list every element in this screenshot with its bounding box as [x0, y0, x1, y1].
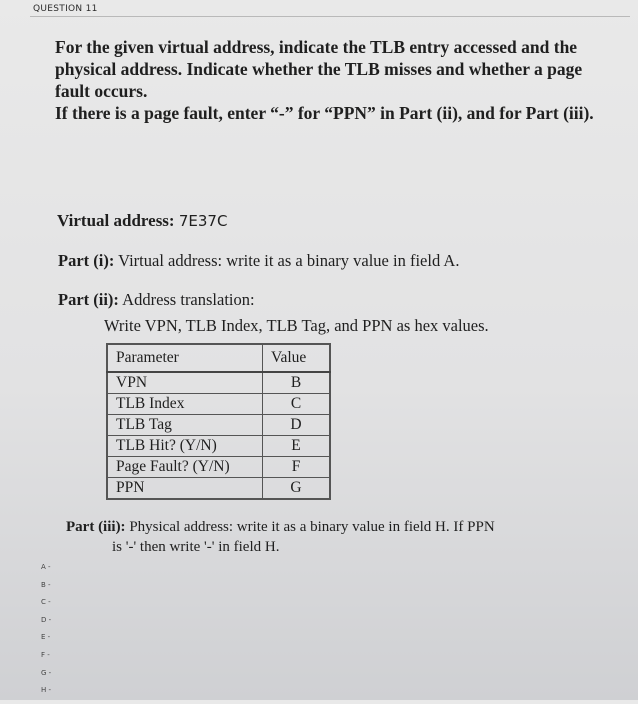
- virtual-address-label: Virtual address:: [57, 211, 175, 230]
- value-cell: C: [263, 394, 331, 415]
- table-row: [107, 436, 330, 457]
- virtual-address-value: 7E37C: [178, 212, 228, 230]
- intro-paragraph-2: If there is a page fault, enter “-” for “PPN” in Part (ii), and for Part (iii).: [55, 103, 594, 123]
- table-row: [107, 478, 330, 500]
- table-row: [107, 394, 330, 415]
- header-value: Value: [263, 344, 331, 372]
- answer-field-h[interactable]: H -: [41, 686, 52, 695]
- part-1: [58, 251, 459, 271]
- part-3-label: Part (iii):: [66, 519, 126, 535]
- divider: [30, 16, 630, 17]
- param-cell: PPN: [107, 478, 263, 500]
- answer-fields: [41, 563, 51, 704]
- param-cell: Page Fault? (Y/N): [107, 457, 263, 478]
- virtual-address-line: [57, 211, 227, 231]
- part-3: [66, 517, 566, 557]
- table-header-row: [107, 344, 330, 372]
- part-2-label: Part (ii):: [58, 290, 119, 309]
- part-2: [58, 290, 255, 310]
- table-row: [107, 457, 330, 478]
- answer-field-f[interactable]: F -: [41, 650, 50, 659]
- answer-field-a[interactable]: A -: [41, 563, 51, 571]
- part-3-text: Physical address: write it as a binary value in field H. If PPN: [129, 519, 495, 535]
- part-2-subtext: Write VPN, TLB Index, TLB Tag, and PPN as hex values.: [104, 316, 489, 335]
- param-cell: TLB Tag: [107, 415, 263, 436]
- question-intro: [55, 36, 600, 124]
- parameter-table: [106, 343, 331, 500]
- param-cell: VPN: [107, 372, 263, 394]
- intro-paragraph-1: For the given virtual address, indicate the TLB entry accessed and the physical address. Indicate whether the TLB misses and whether a page fault occurs.: [55, 37, 583, 101]
- header-parameter: Parameter: [107, 344, 263, 372]
- answer-field-d[interactable]: D -: [41, 615, 52, 624]
- part-2-text: Address translation:: [122, 290, 255, 309]
- value-cell: D: [263, 415, 331, 436]
- answer-field-b[interactable]: B -: [41, 580, 51, 589]
- value-cell: F: [263, 457, 331, 478]
- param-cell: TLB Index: [107, 394, 263, 415]
- table-row: [107, 372, 330, 394]
- param-cell: TLB Hit? (Y/N): [107, 436, 263, 457]
- value-cell: E: [263, 436, 331, 457]
- part-1-text: Virtual address: write it as a binary value in field A.: [118, 251, 460, 270]
- table-row: [107, 415, 330, 436]
- part-1-label: Part (i):: [58, 251, 115, 270]
- value-cell: B: [263, 372, 331, 394]
- question-label: QUESTION 11: [33, 4, 98, 14]
- part-3-text-2: is '-' then write '-' in field H.: [112, 539, 280, 555]
- answer-field-e[interactable]: E -: [41, 633, 51, 642]
- value-cell: G: [263, 478, 331, 500]
- answer-field-c[interactable]: C -: [41, 598, 51, 607]
- answer-field-g[interactable]: G -: [41, 668, 52, 677]
